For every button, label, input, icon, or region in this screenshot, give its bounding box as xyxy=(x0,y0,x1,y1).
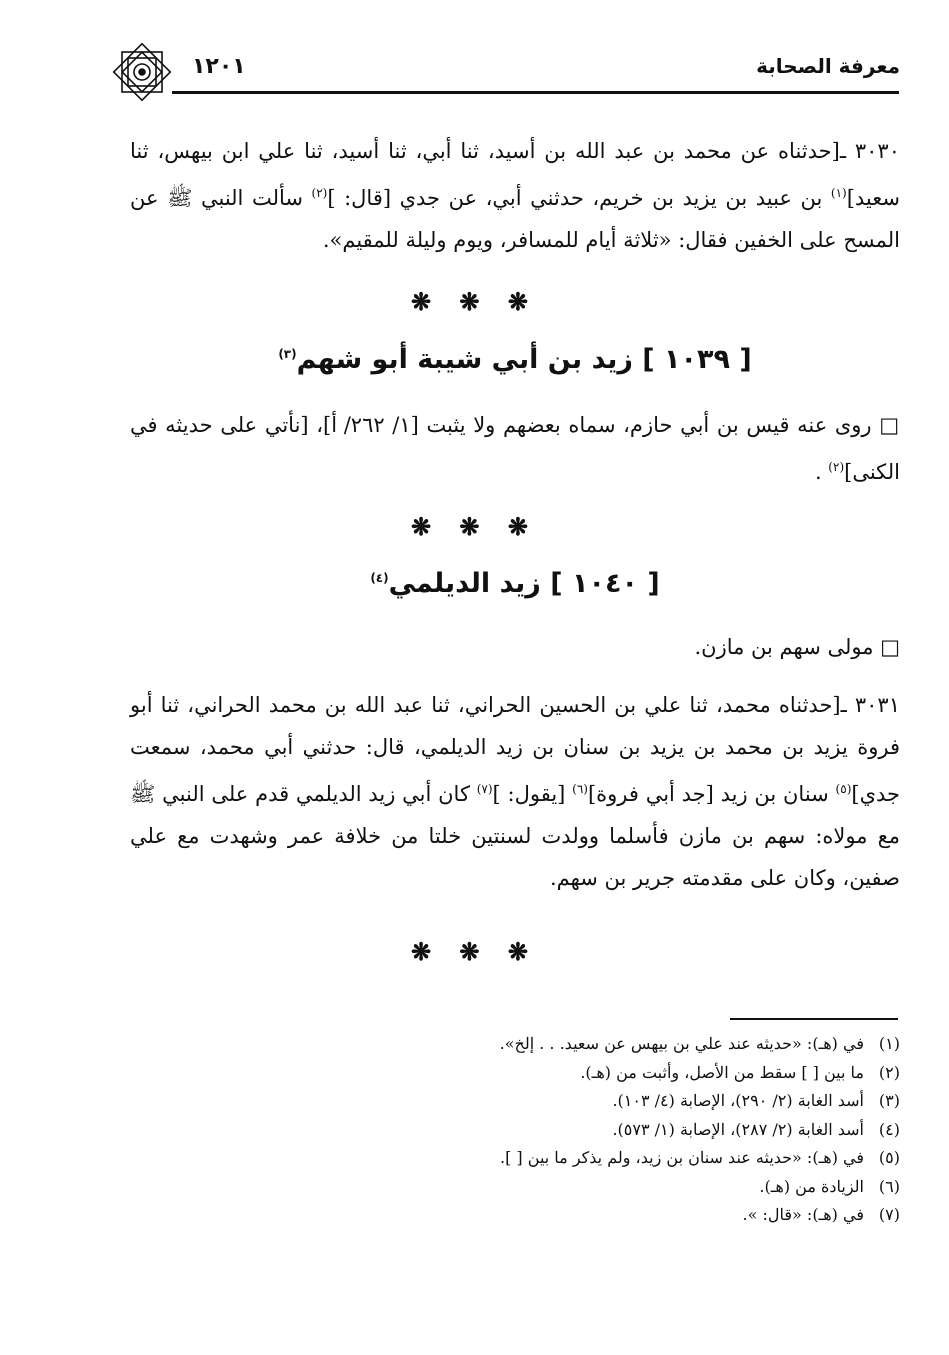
heading-text: [ ١٠٣٩ ] زيد بن أبي شيبة أبو شهم xyxy=(296,344,752,375)
text-run: كان أبي زيد الديلمي قدم على النبي ﷺ مع مولاه: سهم بن مازن فأسلما وولدت لسنتين خلتا من خلافة عمر وشهدت مع علي صفين، وكان على مقدمته جرير بن سهم. xyxy=(130,782,900,890)
entry-heading-1040 xyxy=(130,568,900,599)
text-run: ٣٠٣١ ـ[حدثناه محمد، ثنا علي بن الحسين الحراني، ثنا عبد الله بن محمد الحراني، ثنا أبو فروة يزيد بن محمد بن يزيد بن سنان بن زيد الديلمي، قال: حدثني أبي محمد، سمعت جدي] xyxy=(130,693,901,806)
book-title: معرفة الصحابة xyxy=(756,54,900,78)
footnote-text: في (هـ): «قال: ». xyxy=(742,1205,864,1224)
footnote-7 xyxy=(300,1201,900,1230)
text-run: □ روى عنه قيس بن أبي حازم، سماه بعضهم ولا يثبت [١/ ٢٦٢/ أ]، [نأتي على حديثه في الكنى] xyxy=(130,413,900,484)
footnotes xyxy=(300,1030,900,1230)
entry-heading-1039 xyxy=(130,344,900,375)
footnote-ref: (٢) xyxy=(311,186,328,200)
footnote-4 xyxy=(300,1116,900,1145)
section-separator: ❋ ❋ ❋ xyxy=(410,937,539,966)
footnote-text: أسد الغابة (٢/ ٢٩٠)، الإصابة (٤/ ١٠٣). xyxy=(612,1091,864,1110)
footnote-text: في (هـ): «حديثه عند علي بن بيهس عن سعيد. . . إلخ». xyxy=(499,1034,864,1053)
hadith-3031-text xyxy=(130,684,900,899)
page-header xyxy=(110,52,900,92)
text-run: سنان بن زيد [جد أبي فروة] xyxy=(587,782,836,806)
section-separator: ❋ ❋ ❋ xyxy=(410,512,539,541)
footnote-ref: (٥) xyxy=(835,782,852,796)
text-run: [يقول: ] xyxy=(492,782,573,806)
hadith-3031 xyxy=(130,684,900,899)
footnote-number: (٢) xyxy=(878,1062,900,1082)
footnote-number: (٣) xyxy=(878,1091,900,1110)
footnote-ref: (٤) xyxy=(370,571,389,585)
text-run: بن عبيد بن يزيد بن خريم، حدثني أبي، عن جدي [قال: ] xyxy=(327,186,831,210)
header-rule xyxy=(172,91,899,94)
footnote-number: (٤) xyxy=(878,1119,900,1139)
text-run: سألت النبي ﷺ عن المسح على الخفين فقال: «ثلاثة أيام للمسافر، ويوم وليلة للمقيم». xyxy=(130,186,900,252)
footnote-number: (١) xyxy=(878,1034,900,1053)
footnote-5 xyxy=(300,1144,900,1173)
entry-1040-intro xyxy=(130,626,900,668)
hadith-3030 xyxy=(130,130,900,261)
heading-text: [ ١٠٤٠ ] زيد الديلمي xyxy=(388,568,660,599)
text-run: ٣٠٣٠ ـ[حدثناه عن محمد بن عبد الله بن أسيد، ثنا أبي، ثنا أسيد، ثنا علي ابن بيهس، ثنا سعيد] xyxy=(130,139,900,210)
entry-1039-body xyxy=(130,404,900,493)
footnote-3 xyxy=(300,1087,900,1116)
footnote-rule xyxy=(730,1018,898,1020)
footnote-ref: (١) xyxy=(830,186,847,200)
footnote-6 xyxy=(300,1173,900,1202)
footnote-1 xyxy=(300,1030,900,1059)
footnote-text: الزيادة من (هـ). xyxy=(759,1176,864,1196)
footnote-number: (٦) xyxy=(878,1176,900,1196)
footnote-ref: (٦) xyxy=(572,782,588,796)
entry-1039-text xyxy=(130,404,900,493)
hadith-3030-text xyxy=(130,130,900,261)
entry-1040-intro-text: □ مولى سهم بن مازن. xyxy=(694,635,900,659)
footnote-number: (٧) xyxy=(878,1205,900,1224)
text-run: . xyxy=(814,460,829,484)
footnote-ref: (٣) xyxy=(278,347,297,361)
footnote-number: (٥) xyxy=(878,1148,900,1167)
eight-point-star-ornament-icon xyxy=(110,40,174,104)
footnote-text: أسد الغابة (٢/ ٢٨٧)، الإصابة (١/ ٥٧٣). xyxy=(612,1119,864,1139)
section-separator: ❋ ❋ ❋ xyxy=(410,287,539,316)
footnote-text: في (هـ): «حديثه عند سنان بن زيد، ولم يذكر ما بين [ ]. xyxy=(500,1148,864,1167)
footnote-ref: (٢) xyxy=(828,460,845,474)
footnote-ref: (٧) xyxy=(476,782,493,796)
footnote-2 xyxy=(300,1059,900,1088)
footnote-text: ما بين [ ] سقط من الأصل، وأثبت من (هـ). xyxy=(580,1062,864,1082)
page-number: ١٢٠١ xyxy=(192,54,246,79)
